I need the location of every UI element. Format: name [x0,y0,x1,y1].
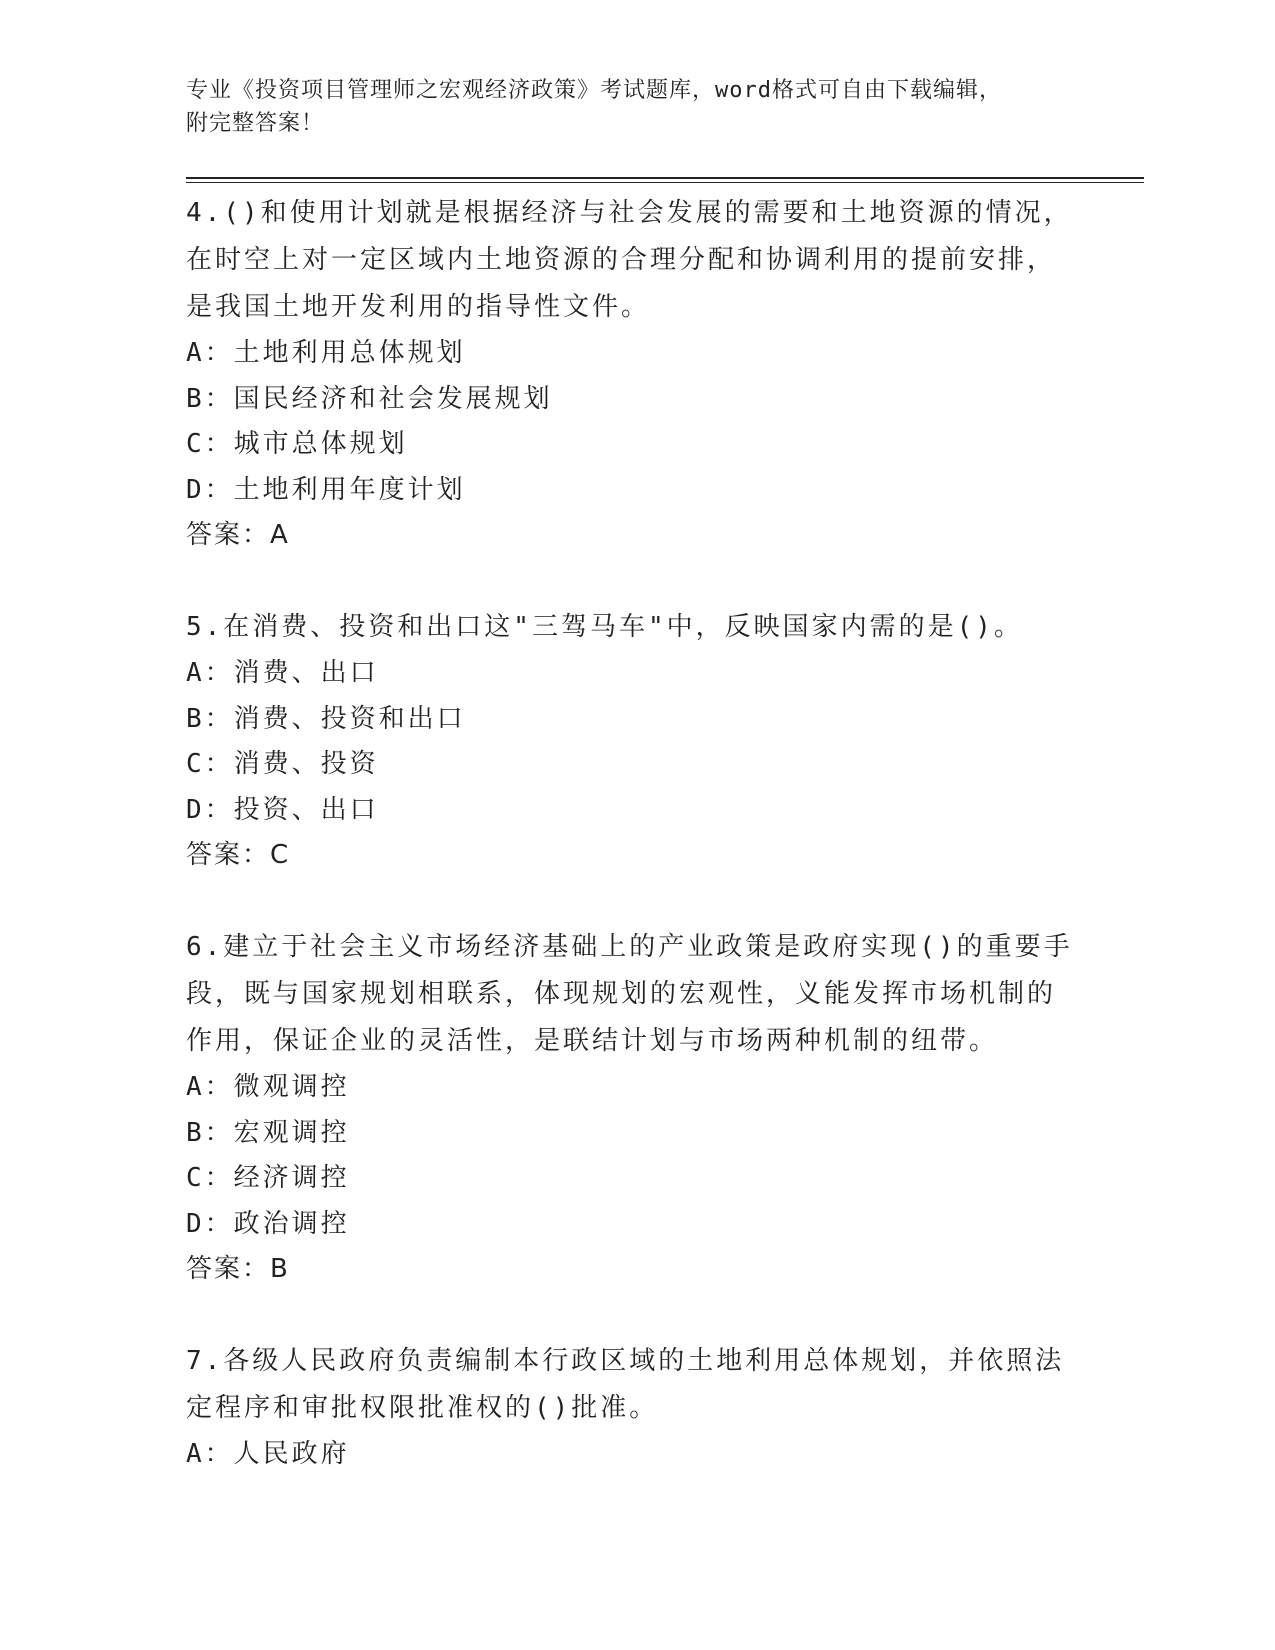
question-stem-line: 5.在消费、投资和出口这"三驾马车"中，反映国家内需的是()。 [186,612,1023,642]
question-4 [186,190,1086,558]
question-5 [186,604,1086,878]
option-a: A：土地利用总体规划 [186,338,466,368]
option-a: A：消费、出口 [186,658,379,688]
question-6 [186,924,1086,1292]
option-d: D：政治调控 [186,1208,350,1239]
question-stem-line: 在时空上对一定区域内土地资源的合理分配和协调利用的提前安排， [186,245,1057,275]
header-line-2: 附完整答案！ [186,111,325,136]
option-a: A：微观调控 [186,1072,350,1102]
option-d: D：土地利用年度计划 [186,474,466,505]
question-list [186,190,1086,1524]
answer: 答案：B [186,1254,290,1284]
question-stem-line: 作用，保证企业的灵活性，是联结计划与市场两种机制的纽带。 [186,1026,999,1056]
header-line-1: 专业《投资项目管理师之宏观经济政策》考试题库，word格式可自由下载编辑， [186,78,1002,103]
question-stem-line: 4.()和使用计划就是根据经济与社会发展的需要和土地资源的情况， [186,198,1073,228]
question-7 [186,1338,1086,1478]
option-b: B：宏观调控 [186,1117,350,1148]
question-stem-line: 是我国土地开发利用的指导性文件。 [186,292,651,322]
answer: 答案：C [186,840,291,870]
question-stem-line: 段，既与国家规划相联系，体现规划的宏观性，义能发挥市场机制的 [186,979,1057,1009]
option-c: C：消费、投资 [186,749,379,779]
question-stem-line: 定程序和审批权限批准权的()批准。 [186,1393,659,1423]
question-stem-line: 6.建立于社会主义市场经济基础上的产业政策是政府实现()的重要手 [186,932,1073,962]
option-c: C：城市总体规划 [186,429,408,459]
option-a: A：人民政府 [186,1439,350,1469]
answer: 答案：A [186,520,290,550]
header-divider-thin [186,182,1144,183]
question-stem-line: 7.各级人民政府负责编制本行政区域的土地利用总体规划，并依照法 [186,1346,1065,1376]
option-b: B：消费、投资和出口 [186,703,466,734]
option-b: B：国民经济和社会发展规划 [186,383,553,414]
option-d: D：投资、出口 [186,794,379,825]
header-divider-thick [186,177,1144,179]
option-c: C：经济调控 [186,1163,350,1193]
document-header [186,74,1086,140]
